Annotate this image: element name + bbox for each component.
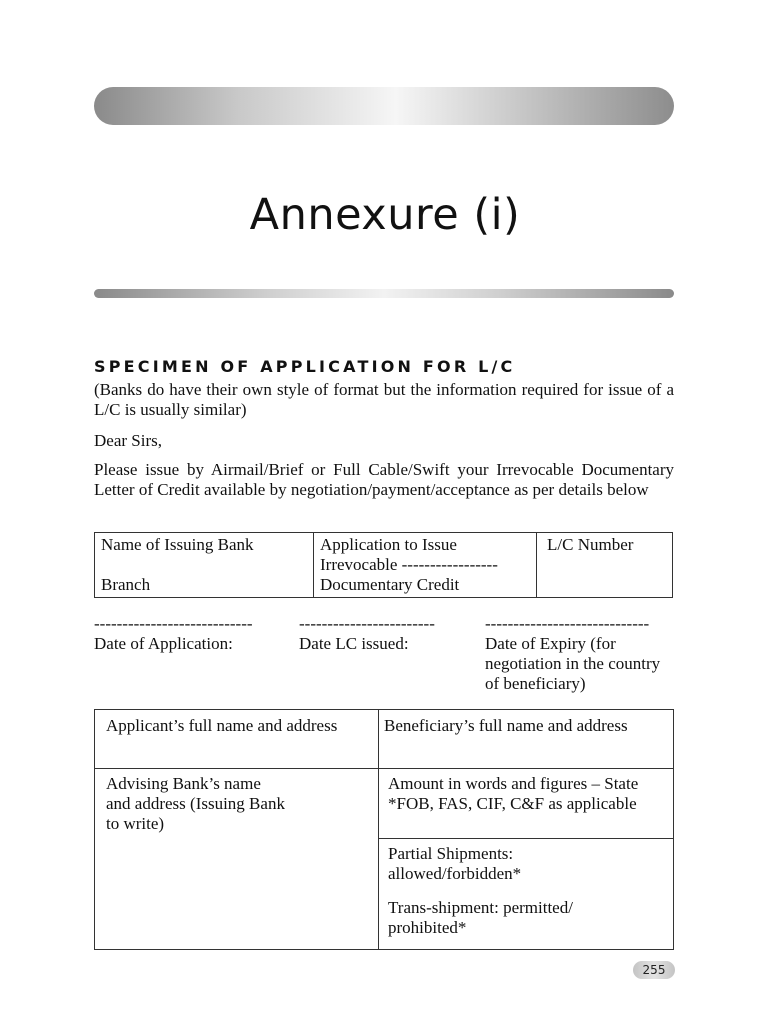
page-number: 255 — [633, 961, 675, 979]
trans-shipment-cell: Trans-shipment: permitted/ prohibited* — [388, 898, 573, 937]
issuing-bank-label: Name of Issuing Bank — [101, 535, 254, 554]
partial-shipments-cell: Partial Shipments: allowed/forbidden* — [388, 844, 522, 883]
table-divider-right — [378, 838, 673, 839]
date-issued-blank: ------------------------ — [299, 614, 435, 633]
salutation: Dear Sirs, — [94, 431, 162, 450]
page-heading: Annexure (i) — [249, 190, 521, 240]
advising-bank-cell: Advising Bank’s name and address (Issuing Bank to write) — [106, 774, 285, 833]
date-application-block — [94, 614, 284, 654]
divider-bar — [94, 289, 674, 298]
date-issued-block — [299, 614, 469, 654]
branch-label: Branch — [101, 575, 151, 594]
date-application-label: Date of Application: — [94, 634, 233, 653]
application-line-2: Irrevocable ----------------- — [320, 555, 498, 574]
lc-header-table — [94, 532, 673, 598]
application-cell — [314, 533, 537, 598]
application-line-1: Application to Issue — [320, 535, 457, 554]
header-decorative-bar — [94, 87, 674, 125]
section-title: SPECIMEN OF APPLICATION FOR L/C — [94, 357, 516, 376]
table-divider-row — [95, 768, 673, 769]
lc-details-table — [94, 709, 674, 950]
date-expiry-block — [485, 614, 675, 694]
beneficiary-cell: Beneficiary’s full name and address — [384, 716, 628, 735]
intro-note: (Banks do have their own style of format but the information required for issue of a L/C is usually similar) — [94, 380, 674, 419]
applicant-cell: Applicant’s full name and address — [106, 716, 338, 735]
date-expiry-label: Date of Expiry (for negotiation in the country of beneficiary) — [485, 634, 661, 693]
request-text: Please issue by Airmail/Brief or Full Cable/Swift your Irrevocable Documentary Letter of Credit available by negotiation/payment/acceptance as per details below — [94, 460, 674, 499]
lc-number-cell — [537, 533, 673, 598]
date-issued-label: Date LC issued: — [299, 634, 409, 653]
amount-cell: Amount in words and figures – State *FOB, FAS, CIF, C&F as applicable — [388, 774, 639, 813]
application-line-3: Documentary Credit — [320, 575, 460, 594]
issuing-bank-cell — [95, 533, 314, 598]
lc-number-label: L/C Number — [547, 535, 634, 554]
date-expiry-blank: ----------------------------- — [485, 614, 650, 633]
date-application-blank: ---------------------------- — [94, 614, 253, 633]
